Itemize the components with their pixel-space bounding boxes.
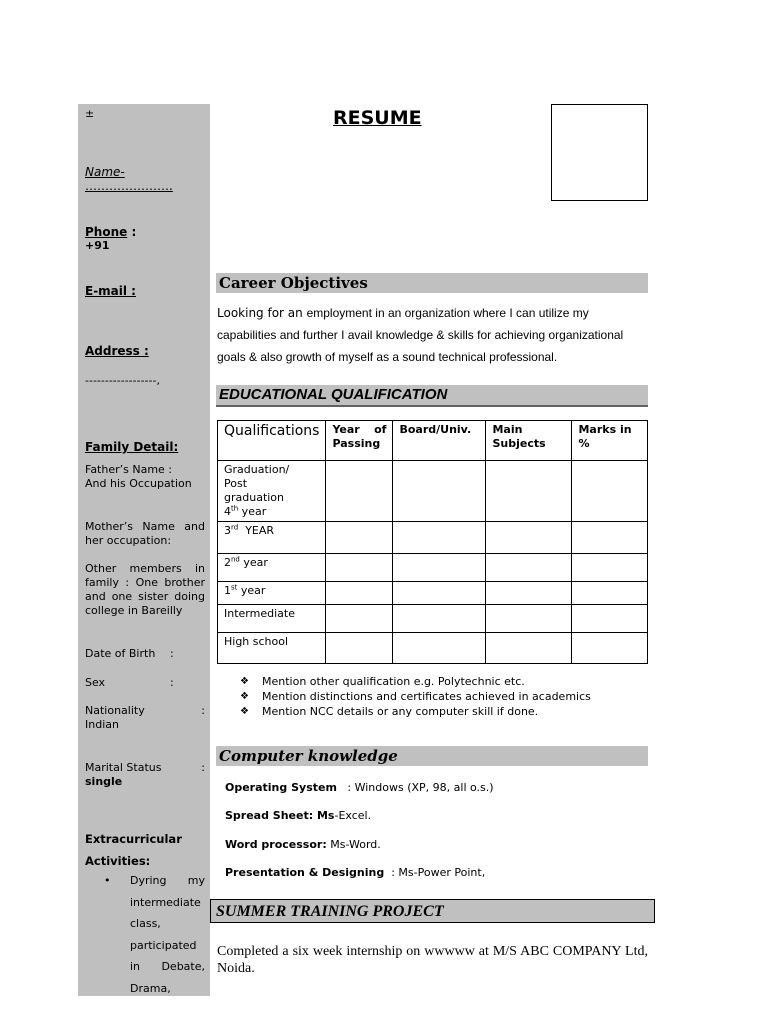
- cell-empty: [326, 605, 393, 633]
- col-year: Year of Passing: [326, 421, 393, 461]
- extracurricular-label-2: Activities:: [85, 854, 151, 868]
- extracurricular-label-1: Extracurricular: [85, 832, 182, 846]
- cell-intermediate: Intermediate: [218, 605, 326, 633]
- extracurricular-label: [85, 828, 205, 872]
- sex-colon: :: [170, 676, 174, 689]
- cell-empty: [572, 522, 648, 554]
- cell-empty: [393, 522, 486, 554]
- extra-line: participated: [130, 938, 197, 952]
- address-label: Address :: [85, 344, 149, 358]
- address-value: ------------------,: [85, 374, 160, 387]
- cell-empty: [486, 522, 572, 554]
- sex-row: [85, 676, 205, 690]
- nationality-label: Nationality: [85, 704, 145, 717]
- father-line-2: And his Occupation: [85, 477, 192, 490]
- extra-line: intermediate: [130, 895, 201, 909]
- cell-empty: [326, 522, 393, 554]
- cell-empty: [572, 554, 648, 582]
- cell-2nd-year: 2nd year: [218, 554, 326, 582]
- presentation-row: Presentation & Designing : Ms-Power Point,: [225, 866, 486, 879]
- cell-empty: [326, 582, 393, 605]
- cell-empty: [326, 554, 393, 582]
- phone-colon: :: [127, 225, 137, 239]
- extra-line: Drama,: [130, 981, 171, 995]
- education-table: [217, 420, 648, 664]
- marital-value: single: [85, 775, 123, 788]
- cell-empty: [393, 461, 486, 522]
- extracurricular-list: [85, 870, 205, 999]
- cell-empty: [326, 461, 393, 522]
- table-row: [218, 582, 648, 605]
- other-members-info: Other members in family : One brother and one sister doing college in Bareilly: [85, 562, 205, 617]
- cell-graduation: Graduation/ Post graduation 4th year: [218, 461, 326, 522]
- dob-label: Date of Birth: [85, 647, 156, 660]
- list-item: ❖ Mention other qualification e.g. Polytechnic etc.: [240, 675, 525, 688]
- table-row: [218, 633, 648, 664]
- phone-label: Phone: [85, 225, 128, 239]
- word-processor-row: Word processor: Ms-Word.: [225, 838, 381, 851]
- col-board: Board/Univ.: [393, 421, 486, 461]
- cell-high-school: High school: [218, 633, 326, 664]
- email-label: E-mail :: [85, 284, 136, 298]
- cell-empty: [393, 582, 486, 605]
- summer-training-header: [210, 899, 655, 923]
- name-label: Name-: [85, 165, 125, 179]
- cell-empty: [326, 633, 393, 664]
- table-header-row: [218, 421, 648, 461]
- diamond-bullet-icon: ❖: [240, 676, 249, 687]
- extra-line: class,: [130, 917, 161, 930]
- family-detail-label: Family Detail:: [85, 440, 179, 454]
- cell-empty: [393, 633, 486, 664]
- education-notes: [240, 674, 591, 719]
- diamond-bullet-icon: ❖: [240, 691, 249, 702]
- resume-title: RESUME: [333, 107, 422, 129]
- nationality-value: Indian: [85, 718, 119, 731]
- list-item: ❖ Mention NCC details or any computer skill if done.: [240, 705, 539, 718]
- name-value: ………………….: [85, 179, 173, 193]
- education-header: [216, 385, 648, 407]
- cell-3rd-year: 3rd YEAR: [218, 522, 326, 554]
- col-subjects: Main Subjects: [486, 421, 572, 461]
- extracurricular-item: [85, 870, 205, 999]
- career-text-body: employment in an organization where I can utilize my capabilities and further I avail knowledge & skills for achieving organizational goals & also growth of myself as a sound technical professional.: [217, 306, 624, 364]
- career-objectives-header: [216, 273, 648, 293]
- cell-1st-year: 1st year: [218, 582, 326, 605]
- cell-empty: [393, 554, 486, 582]
- marital-row: [85, 761, 205, 789]
- table-row: [218, 461, 648, 522]
- career-objectives-text: [217, 302, 647, 368]
- extra-line: Dyring my: [130, 874, 205, 887]
- computer-knowledge-header: [216, 746, 648, 766]
- os-row: Operating System : Windows (XP, 98, all o.s.): [225, 781, 494, 794]
- photo-placeholder: [551, 104, 648, 201]
- dob-row: [85, 647, 205, 661]
- spreadsheet-row: Spread Sheet: Ms-Excel.: [225, 809, 372, 822]
- dob-colon: :: [170, 647, 174, 660]
- marital-colon: :: [201, 761, 205, 774]
- summer-training-heading: SUMMER TRAINING PROJECT: [216, 903, 444, 920]
- table-row: [218, 522, 648, 554]
- table-row: [218, 605, 648, 633]
- col-marks: Marks in %: [572, 421, 648, 461]
- career-objectives-heading: Career Objectives: [219, 274, 368, 292]
- career-text-lead: Looking for an: [217, 306, 307, 320]
- cell-empty: [486, 605, 572, 633]
- list-item: ❖ Mention distinctions and certificates achieved in academics: [240, 690, 591, 703]
- mother-info: Mother’s Name and her occupation:: [85, 520, 205, 547]
- nationality-row: [85, 704, 205, 732]
- cell-empty: [572, 605, 648, 633]
- col-qualifications: Qualifications: [218, 421, 326, 461]
- cell-empty: [393, 605, 486, 633]
- cell-empty: [486, 633, 572, 664]
- cell-empty: [572, 582, 648, 605]
- nationality-colon: :: [201, 704, 205, 717]
- father-info: [85, 463, 205, 491]
- table-row: [218, 554, 648, 582]
- bullet-dot: •: [104, 874, 111, 887]
- computer-knowledge-heading: Computer knowledge: [219, 747, 398, 765]
- cell-empty: [572, 461, 648, 522]
- cell-empty: [486, 582, 572, 605]
- sidebar-symbol: ±: [85, 107, 95, 120]
- education-heading: EDUCATIONAL QUALIFICATION: [219, 386, 448, 403]
- marital-label: Marital Status: [85, 761, 162, 774]
- extra-line: in Debate,: [130, 960, 205, 973]
- cell-empty: [572, 633, 648, 664]
- phone-field: [85, 225, 205, 253]
- name-field: [85, 165, 205, 193]
- cell-empty: [486, 554, 572, 582]
- sex-label: Sex: [85, 676, 106, 689]
- summer-training-text: Completed a six week internship on wwwww at M/S ABC COMPANY Ltd, Noida.: [217, 944, 648, 976]
- father-line-1: Father’s Name :: [85, 463, 173, 476]
- cell-empty: [486, 461, 572, 522]
- phone-value: +91: [85, 239, 110, 252]
- diamond-bullet-icon: ❖: [240, 706, 249, 717]
